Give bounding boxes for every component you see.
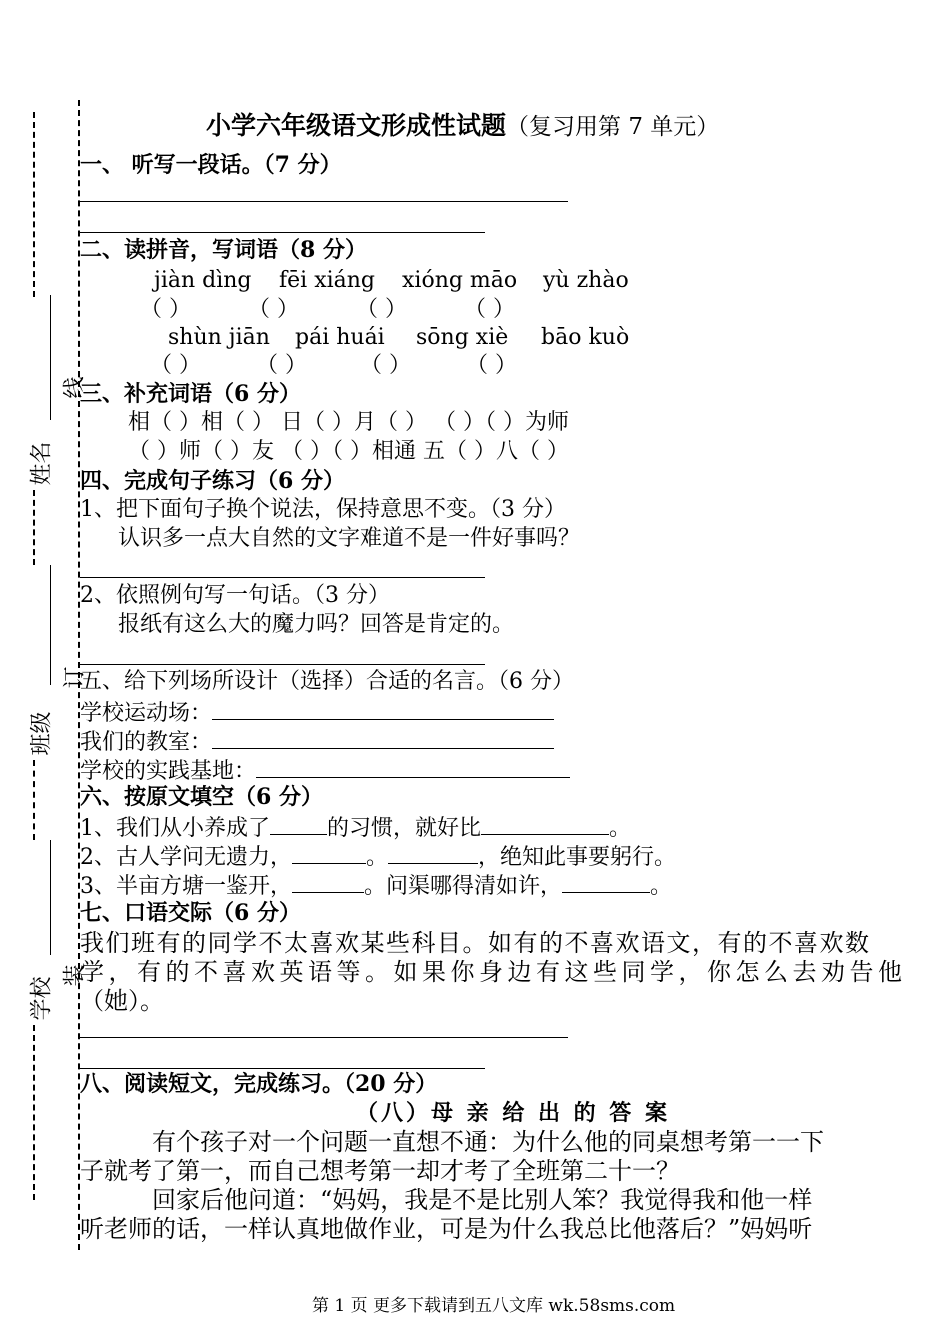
motto-sports-field (80, 697, 554, 728)
binding-solid-1 (50, 295, 51, 420)
answer-line (80, 201, 568, 202)
answer-blank[interactable] (292, 870, 364, 893)
article-p2-line-1: 回家后他问道：“妈妈，我是不是比别人笨？我觉得我和他一样 (152, 1186, 813, 1214)
binding-dash-2 (33, 490, 35, 565)
answer-blank[interactable] (270, 812, 327, 835)
answer-blank[interactable] (256, 755, 570, 778)
pinyin-3: xióng māo (402, 268, 518, 293)
fill-text: 。 (650, 874, 673, 899)
binding-class-label: 班级 (29, 711, 55, 756)
fill-line-6-3 (80, 870, 672, 901)
paragraph-7-line-1: 我们班有的同学不太喜欢某些科目。如有的不喜欢语文，有的不喜欢数 (80, 929, 871, 957)
pinyin-6: pái huái (295, 325, 385, 350)
fill-words-line-1: 相（ ）相（ ） 日（ ）月（ ） （ ）（ ）为师 (128, 410, 569, 435)
article-p1-line-2: 子就考了第一，而自己想考第一却才考了全班第二十一？ (80, 1157, 680, 1185)
binding-solid-3 (50, 840, 51, 955)
page-footer: 第 1 页 更多下载请到五八文库 wk.58sms.com (312, 1296, 676, 1316)
motto-label: 学校的实践基地： (80, 759, 257, 784)
answer-line (80, 664, 485, 665)
pinyin-2: fēi xiáng (279, 268, 376, 293)
fill-text: ，绝知此事要躬行。 (478, 845, 677, 870)
pinyin-1: jiàn dìng (154, 268, 252, 293)
answer-paren: （ ） (466, 353, 517, 378)
motto-practice-base (80, 755, 570, 786)
fill-text: 3、半亩方塘一鉴开， (80, 874, 292, 899)
title-sub: （复习用第 7 单元） (506, 114, 720, 140)
article-p2-line-2: 听老师的话，一样认真地做作业，可是为什么我总比他落后？”妈妈听 (80, 1215, 813, 1243)
fill-text: 。 (609, 816, 632, 841)
article-title: （八）母 亲 给 出 的 答 案 (356, 1100, 670, 1126)
motto-classroom (80, 726, 554, 757)
binding-ding: 订 (62, 666, 88, 689)
section-8-heading: 八、阅读短文，完成练习。（20 分） (80, 1071, 438, 1097)
binding-dash-4 (33, 1025, 35, 1200)
fill-text: 。 (366, 845, 389, 870)
title-main: 小学六年级语文形成性试题 (206, 111, 507, 140)
article-p1-line-1: 有个孩子对一个问题一直想不通：为什么他的同桌想考第一一下 (152, 1128, 824, 1156)
section-4-heading: 四、完成句子练习（6 分） (80, 468, 345, 494)
fill-line-6-1 (80, 812, 631, 843)
answer-blank[interactable] (388, 841, 478, 864)
fill-words-line-2: （ ）师（ ）友 （ ）（ ）相通 五（ ）八（ ） (128, 439, 569, 464)
question-4-1-text: 认识多一点大自然的文字难道不是一件好事吗？ (118, 526, 581, 551)
answer-paren: （ ） (464, 297, 515, 322)
binding-dash-3 (33, 760, 35, 840)
binding-zhuang: 装 (62, 964, 88, 987)
pinyin-4: yù zhào (543, 268, 629, 293)
binding-name-label: 姓名 (29, 441, 55, 486)
section-6-heading: 六、按原文填空（6 分） (80, 784, 323, 810)
fill-text: 的习惯，就好比 (327, 816, 482, 841)
answer-line (80, 1037, 568, 1038)
question-4-2: 2、依照例句写一句话。（3 分） (80, 583, 390, 608)
paragraph-7-line-2: 学，有的不喜欢英语等。如果你身边有这些同学，你怎么去劝告他 (80, 958, 907, 986)
answer-paren: （ ） (150, 353, 201, 378)
page-title (206, 106, 719, 142)
binding-dash-1 (33, 112, 35, 297)
answer-blank[interactable] (481, 812, 609, 835)
fill-text: 2、古人学问无遗力， (80, 845, 292, 870)
answer-paren: （ ） (248, 297, 299, 322)
binding-school-label: 学校 (29, 976, 55, 1021)
pinyin-7: sōng xiè (416, 325, 509, 350)
answer-line (80, 232, 485, 233)
answer-blank[interactable] (562, 870, 650, 893)
answer-blank[interactable] (212, 726, 554, 749)
pinyin-8: bāo kuò (541, 325, 630, 350)
answer-paren: （ ） (360, 353, 411, 378)
section-3-heading: 三、补充词语（6 分） (80, 381, 301, 407)
answer-line (80, 1068, 485, 1069)
section-5-heading: 五、给下列场所设计（选择）合适的名言。（6 分） (80, 669, 574, 694)
motto-label: 学校运动场： (80, 701, 213, 726)
fill-text: 1、我们从小养成了 (80, 816, 270, 841)
paragraph-7-line-3: （她）。 (80, 987, 164, 1015)
question-4-1: 1、把下面句子换个说法，保持意思不变。（3 分） (80, 497, 566, 522)
answer-blank[interactable] (292, 841, 366, 864)
motto-label: 我们的教室： (80, 730, 213, 755)
binding-solid-2 (50, 565, 51, 685)
section-7-heading: 七、口语交际（6 分） (80, 900, 301, 926)
answer-blank[interactable] (212, 697, 554, 720)
pinyin-5: shùn jiān (168, 325, 270, 350)
section-1-heading: 一、 听写一段话。（7 分） (80, 152, 342, 178)
answer-line (80, 577, 485, 578)
section-2-heading: 二、读拼音，写词语（8 分） (80, 237, 367, 263)
question-4-2-text: 报纸有这么大的魔力吗？回答是肯定的。 (118, 612, 515, 637)
answer-paren: （ ） (256, 353, 307, 378)
fill-text: 。问渠哪得清如许， (364, 874, 563, 899)
answer-paren: （ ） (356, 297, 407, 322)
answer-paren: （ ） (140, 297, 191, 322)
binding-xian: 线 (62, 376, 88, 399)
fill-line-6-2 (80, 841, 676, 872)
